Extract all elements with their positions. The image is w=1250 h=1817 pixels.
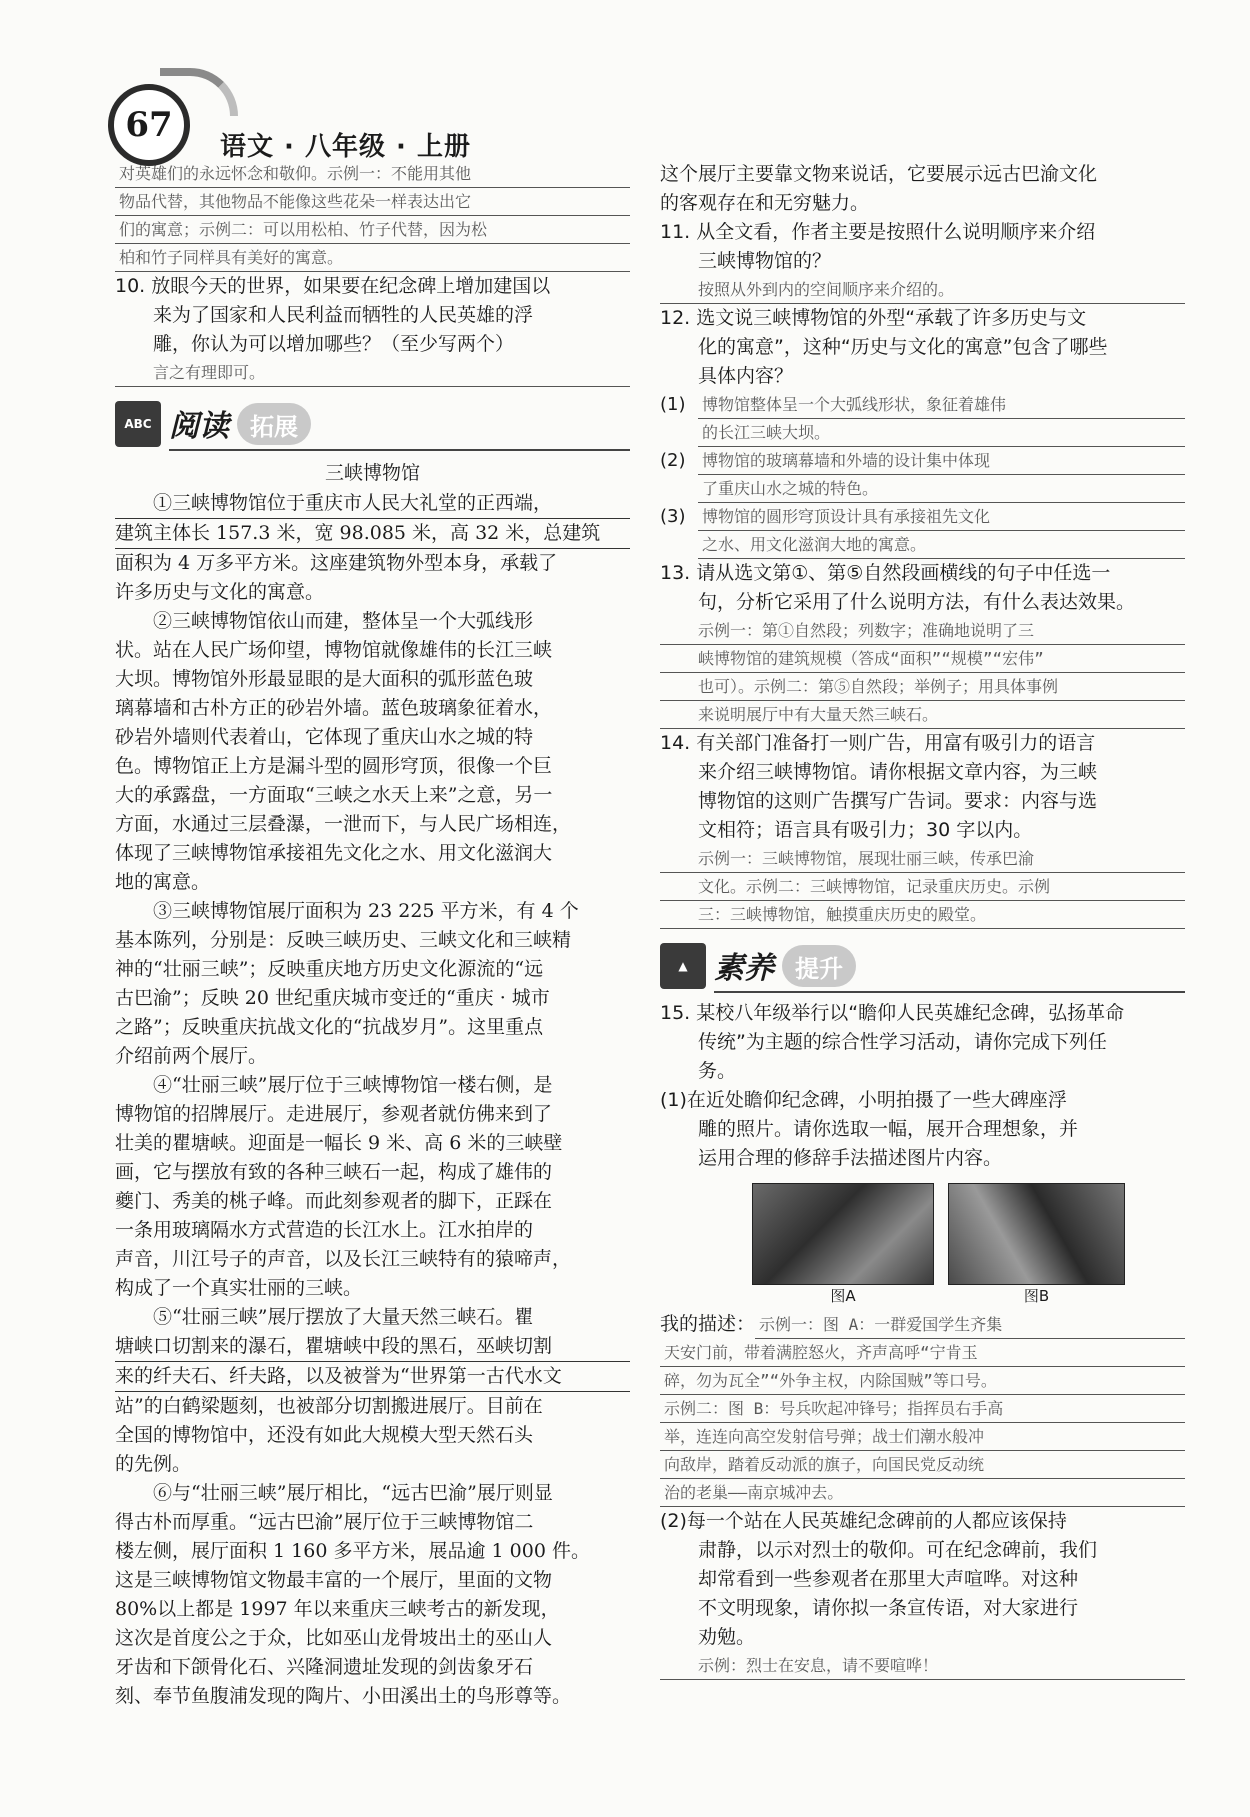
p6-line: ⑥与“壮丽三峡”展厅相比，“远古巴渝”展厅则显: [153, 1482, 553, 1504]
q15-1-line: 运用合理的修辞手法描述图片内容。: [698, 1147, 1003, 1169]
q11-answer: 按照从外到内的空间顺序来介绍的。: [660, 276, 1185, 304]
q9-answer-line: 对英雄们的永远怀念和敬仰。示例一：不能用其他: [115, 160, 630, 188]
q11-line: 11. 从全文看，作者主要是按照什么说明顺序来介绍: [660, 221, 1096, 243]
p4-line: 画，它与摆放有致的各种三峡石一起，构成了雄伟的: [115, 1161, 553, 1183]
question-15-1: [660, 1086, 1185, 1173]
p4-line: 一条用玻璃隔水方式营造的长江水上。江水拍岸的: [115, 1219, 534, 1241]
question-15-2: [660, 1507, 1185, 1652]
q15-1-answer-line: 向敌岸，踏着反动派的旗子，向国民党反动统: [660, 1451, 1185, 1479]
desk-lamp-icon: ▲: [660, 943, 706, 989]
q15-2-line: 肃静，以示对烈士的敬仰。可在纪念碑前，我们: [698, 1539, 1098, 1561]
p5-line: 来的纤夫石、纤夫路，以及被誉为“世界第一古代水文: [115, 1362, 630, 1392]
p2-line: 璃幕墙和古朴方正的砂岩外墙。蓝色玻璃象征着水，: [115, 697, 553, 719]
q15-2-answer: 示例：烈士在安息，请不要喧哗！: [660, 1652, 1185, 1680]
paragraph-1: [115, 489, 630, 607]
p6-line: 这次是首度公之于众，比如巫山龙骨坡出土的巫山人: [115, 1627, 553, 1649]
p2-line: ②三峡博物馆依山而建，整体呈一个大弧线形: [153, 610, 534, 632]
q10-answer: 言之有理即可。: [115, 359, 630, 387]
q10-line: 雕，你认为可以增加哪些？（至少写两个）: [153, 333, 515, 355]
figure-b: [948, 1183, 1125, 1307]
banner-bubble: 拓展: [237, 403, 311, 445]
my-description-label: 我的描述：: [660, 1313, 756, 1335]
q14-line: 博物馆的这则广告撰写广告词。要求：内容与选: [698, 790, 1098, 812]
question-13: [660, 559, 1185, 617]
p6-line: 80%以上都是 1997 年以来重庆三峡考古的新发现，: [115, 1598, 560, 1620]
q15-1-answer-line: 碎，勿为瓦全”“外争主权，内除国贼”等口号。: [660, 1367, 1185, 1395]
p6-line: 刻、奉节鱼腹浦发现的陶片、小田溪出土的鸟形尊等。: [115, 1685, 572, 1707]
q12-sub-number: (2): [660, 450, 686, 471]
p4-line: 壮美的瞿塘峡。迎面是一幅长 9 米、高 6 米的三峡壁: [115, 1132, 563, 1154]
p3-line: 介绍前两个展厅。: [115, 1045, 268, 1067]
q15-1-line: (1)在近处瞻仰纪念碑，小明拍摄了一些大碑座浮: [660, 1089, 1067, 1111]
q12-answer-line: 了重庆山水之城的特色。: [698, 475, 1185, 503]
right-column: [660, 160, 1185, 1680]
q14-answer-line: 示例一：三峡博物馆，展现壮丽三峡，传承巴渝: [660, 845, 1185, 873]
q15-2-line: 劝勉。: [698, 1626, 756, 1648]
q13-line: 句，分析它采用了什么说明方法，有什么表达效果。: [698, 591, 1136, 613]
question-11: [660, 218, 1185, 276]
q11-line: 三峡博物馆的？: [698, 250, 832, 272]
q12-answer-line: 的长江三峡大坝。: [698, 419, 1185, 447]
p5-line: 的先例。: [115, 1453, 192, 1475]
q12-answer-1: [660, 391, 1185, 447]
q12-answer-3: [660, 503, 1185, 559]
q15-1-answer-line: 示例一：图 A：一群爱国学生齐集: [755, 1311, 1185, 1339]
q15-2-line: 不文明现象，请你拟一条宣传语，对大家进行: [698, 1597, 1079, 1619]
figure-b-caption: 图B: [1023, 1287, 1050, 1305]
p2-line: 大的承露盘，一方面取“三峡之水天上来”之意，另一: [115, 784, 553, 806]
p3-line: 基本陈列，分别是：反映三峡历史、三峡文化和三峡精: [115, 929, 572, 951]
p6-continued-line: 的客观存在和无穷魅力。: [660, 192, 870, 214]
page-number-badge: 67: [108, 84, 190, 166]
p2-line: 体现了三峡博物馆承接祖先文化之水、用文化滋润大: [115, 842, 553, 864]
q15-line: 15. 某校八年级举行以“瞻仰人民英雄纪念碑，弘扬革命: [660, 1002, 1125, 1024]
p4-line: 夔门、秀美的桃子峰。而此刻参观者的脚下，正踩在: [115, 1190, 553, 1212]
p1-line: 建筑主体长 157.3 米，宽 98.085 米，高 32 米，总建筑: [115, 519, 630, 549]
q13-answer-line: 峡博物馆的建筑规模（答成“面积”“规模”“宏伟”: [660, 645, 1185, 673]
p1-line: ①三峡博物馆位于重庆市人民大礼堂的正西端，: [115, 489, 630, 519]
q15-1-answer-line: 举，连连向高空发射信号弹；战士们潮水般冲: [660, 1423, 1185, 1451]
p1-line: 许多历史与文化的寓意。: [115, 581, 325, 603]
banner-bubble: 提升: [782, 945, 856, 987]
q12-answer-line: 博物馆的圆形穹顶设计具有承接祖先文化: [698, 503, 1185, 531]
paragraph-5: [115, 1303, 630, 1479]
paragraph-2: [115, 607, 630, 897]
paragraph-6: [115, 1479, 630, 1711]
q15-2-line: (2)每一个站在人民英雄纪念碑前的人都应该保持: [660, 1510, 1067, 1532]
p2-line: 砂岩外墙则代表着山，它体现了重庆山水之城的特: [115, 726, 534, 748]
paragraph-3: [115, 897, 630, 1071]
banner-title: 阅读: [169, 409, 229, 444]
left-column: [115, 160, 630, 1711]
q15-1-answer-line: 示例二：图 B：号兵吹起冲锋号；指挥员右手高: [660, 1395, 1185, 1423]
q9-answer-line: 物品代替，其他物品不能像这些花朵一样表达出它: [115, 188, 630, 216]
q15-2-line: 却常看到一些参观者在那里大声喧哗。对这种: [698, 1568, 1079, 1590]
q14-answer-line: 文化。示例二：三峡博物馆，记录重庆历史。示例: [660, 873, 1185, 901]
relief-photo-a: [752, 1183, 934, 1285]
q12-answer-line: 之水、用文化滋润大地的寓意。: [698, 531, 1185, 559]
p4-line: 构成了一个真实壮丽的三峡。: [115, 1277, 363, 1299]
p3-line: 古巴渝”；反映 20 世纪重庆城市变迁的“重庆 · 城市: [115, 987, 550, 1009]
p2-line: 大坝。博物馆外形最显眼的是大面积的弧形蓝色玻: [115, 668, 534, 690]
q15-1-answer-line: 治的老巢——南京城冲去。: [660, 1479, 1185, 1507]
q9-answer-line: 们的寓意；示例二：可以用松柏、竹子代替，因为松: [115, 216, 630, 244]
p6-line: 牙齿和下颌骨化石、兴隆洞遗址发现的剑齿象牙石: [115, 1656, 534, 1678]
q14-line: 14. 有关部门准备打一则广告，用富有吸引力的语言: [660, 732, 1096, 754]
q14-line: 文相符；语言具有吸引力；30 字以内。: [698, 819, 1033, 841]
q15-line: 务。: [698, 1060, 737, 1082]
q14-line: 来介绍三峡博物馆。请你根据文章内容，为三峡: [698, 761, 1098, 783]
p3-line: 神的“壮丽三峡”；反映重庆地方历史文化源流的“远: [115, 958, 544, 980]
banner-title: 素养: [714, 951, 774, 986]
question-12: [660, 304, 1185, 391]
p6-continued-line: 这个展厅主要靠文物来说话，它要展示远古巴渝文化: [660, 163, 1098, 185]
question-15: [660, 999, 1185, 1086]
p6-line: 这是三峡博物馆文物最丰富的一个展厅，里面的文物: [115, 1569, 553, 1591]
p2-line: 地的寓意。: [115, 871, 211, 893]
q12-line: 具体内容？: [698, 365, 794, 387]
p6-line: 得古朴而厚重。“远古巴渝”展厅位于三峡博物馆二: [115, 1511, 534, 1533]
my-description-row: [660, 1311, 1185, 1339]
q15-line: 传统”为主题的综合性学习活动，请你完成下列任: [698, 1031, 1107, 1053]
figure-a-caption: 图A: [830, 1287, 856, 1305]
p4-line: 博物馆的招牌展厅。走进展厅，参观者就仿佛来到了: [115, 1103, 553, 1125]
p2-line: 色。博物馆正上方是漏斗型的圆形穹顶，很像一个巨: [115, 755, 553, 777]
banner-rule: [714, 991, 1185, 993]
p6-line: 楼左侧，展厅面积 1 160 多平方米，展品逾 1 000 件。: [115, 1540, 590, 1562]
q14-answer-line: 三：三峡博物馆，触摸重庆历史的殿堂。: [660, 901, 1185, 929]
q12-line: 化的寓意”，这种“历史与文化的寓意”包含了哪些: [698, 336, 1108, 358]
banner-rule: [169, 449, 630, 451]
relief-images: [752, 1183, 1185, 1307]
p4-line: ④“壮丽三峡”展厅位于三峡博物馆一楼右侧，是: [153, 1074, 553, 1096]
q13-answer-line: 来说明展厅中有大量天然三峡石。: [660, 701, 1185, 729]
p4-line: 声音，川江号子的声音，以及长江三峡特有的猿啼声，: [115, 1248, 572, 1270]
question-14: [660, 729, 1185, 845]
q12-answer-2: [660, 447, 1185, 503]
p5-line: 站”的白鹤梁题刻，也被部分切割搬进展厅。目前在: [115, 1395, 543, 1417]
p1-line: 面积为 4 万多平方米。这座建筑物外型本身，承载了: [115, 552, 558, 574]
q10-line: 10. 放眼今天的世界，如果要在纪念碑上增加建国以: [115, 275, 551, 297]
question-10: [115, 272, 630, 359]
book-title: 语文 · 八年级 · 上册: [220, 132, 471, 162]
relief-photo-b: [948, 1183, 1125, 1285]
book-abc-icon: ABC: [115, 401, 161, 447]
p2-line: 方面，水通过三层叠瀑，一泄而下，与人民广场相连，: [115, 813, 572, 835]
p2-line: 状。站在人民广场仰望，博物馆就像雄伟的长江三峡: [115, 639, 553, 661]
q12-line: 12. 选文说三峡博物馆的外型“承载了许多历史与文: [660, 307, 1087, 329]
q12-sub-number: (3): [660, 506, 686, 527]
literacy-improvement-banner: [660, 937, 1185, 995]
p5-line: 全国的博物馆中，还没有如此大规模大型天然石头: [115, 1424, 534, 1446]
p5-line: 塘峡口切割来的瀑石，瞿塘峡中段的黑石，巫峡切割: [115, 1332, 630, 1362]
p3-line: ③三峡博物馆展厅面积为 23 225 平方米，有 4 个: [153, 900, 579, 922]
paragraph-4: [115, 1071, 630, 1303]
q12-answer-line: 博物馆的玻璃幕墙和外墙的设计集中体现: [698, 447, 1185, 475]
q12-sub-number: (1): [660, 394, 686, 415]
reading-extension-banner: [115, 395, 630, 453]
p3-line: 之路”；反映重庆抗战文化的“抗战岁月”。这里重点: [115, 1016, 544, 1038]
q15-1-line: 雕的照片。请你选取一幅，展开合理想象，并: [698, 1118, 1079, 1140]
q13-line: 13. 请从选文第①、第⑤自然段画横线的句子中任选一: [660, 562, 1111, 584]
q9-answer-line: 柏和竹子同样具有美好的寓意。: [115, 244, 630, 272]
page-header: [108, 70, 668, 165]
article-title: 三峡博物馆: [324, 462, 420, 484]
q13-answer-line: 也可）。示例二：第⑤自然段；举例子；用具体事例: [660, 673, 1185, 701]
q13-answer-line: 示例一：第①自然段；列数字；准确地说明了三: [660, 617, 1185, 645]
q15-1-answer-line: 天安门前，带着满腔怒火，齐声高呼“宁肯玉: [660, 1339, 1185, 1367]
q12-answer-line: 博物馆整体呈一个大弧线形状，象征着雄伟: [698, 391, 1185, 419]
q10-line: 来为了国家和人民利益而牺牲的人民英雄的浮: [153, 304, 534, 326]
p5-line: ⑤“壮丽三峡”展厅摆放了大量天然三峡石。瞿: [153, 1306, 534, 1328]
figure-a: [752, 1183, 934, 1307]
